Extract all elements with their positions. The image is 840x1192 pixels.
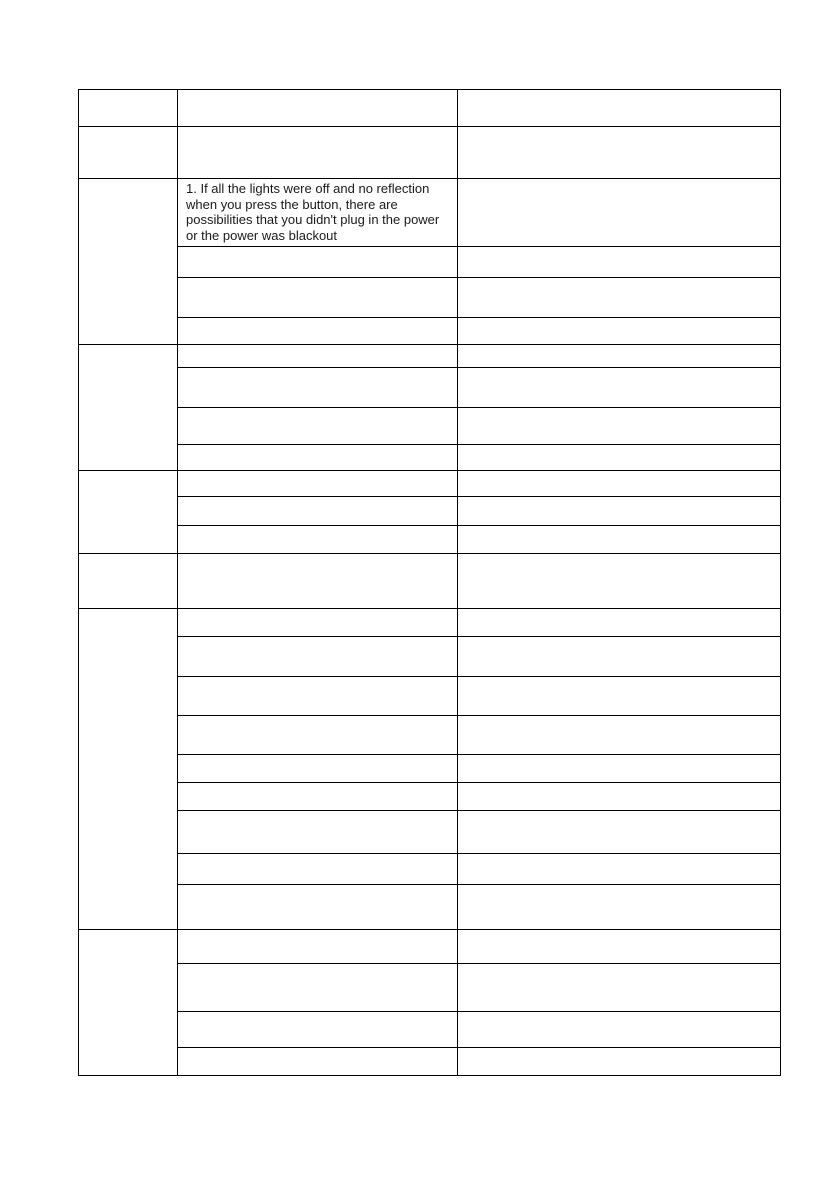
subrow-separator: [177, 782, 781, 783]
subrow-separator: [177, 1011, 781, 1012]
row-separator: [78, 178, 781, 179]
row-separator: [78, 929, 781, 930]
subrow-separator: [177, 525, 781, 526]
subrow-separator: [177, 636, 781, 637]
subrow-separator: [177, 317, 781, 318]
subrow-separator: [177, 715, 781, 716]
subrow-separator: [177, 277, 781, 278]
row-separator: [78, 470, 781, 471]
subrow-separator: [177, 853, 781, 854]
subrow-separator: [177, 754, 781, 755]
subrow-separator: [177, 246, 781, 247]
subrow-separator: [177, 963, 781, 964]
subrow-separator: [177, 367, 781, 368]
column-divider-1: [177, 89, 178, 1076]
subrow-separator: [177, 676, 781, 677]
row-separator: [78, 344, 781, 345]
subrow-separator: [177, 810, 781, 811]
subrow-separator: [177, 1047, 781, 1048]
subrow-separator: [177, 496, 781, 497]
troubleshooting-note: 1. If all the lights were off and no reflection when you press the button, there are possibilities that you didn't plug in the power or the power was blackout: [186, 181, 440, 243]
subrow-separator: [177, 407, 781, 408]
subrow-separator: [177, 444, 781, 445]
row-separator: [78, 126, 781, 127]
row-separator: [78, 608, 781, 609]
row-separator: [78, 553, 781, 554]
subrow-separator: [177, 884, 781, 885]
column-divider-2: [457, 89, 458, 1076]
